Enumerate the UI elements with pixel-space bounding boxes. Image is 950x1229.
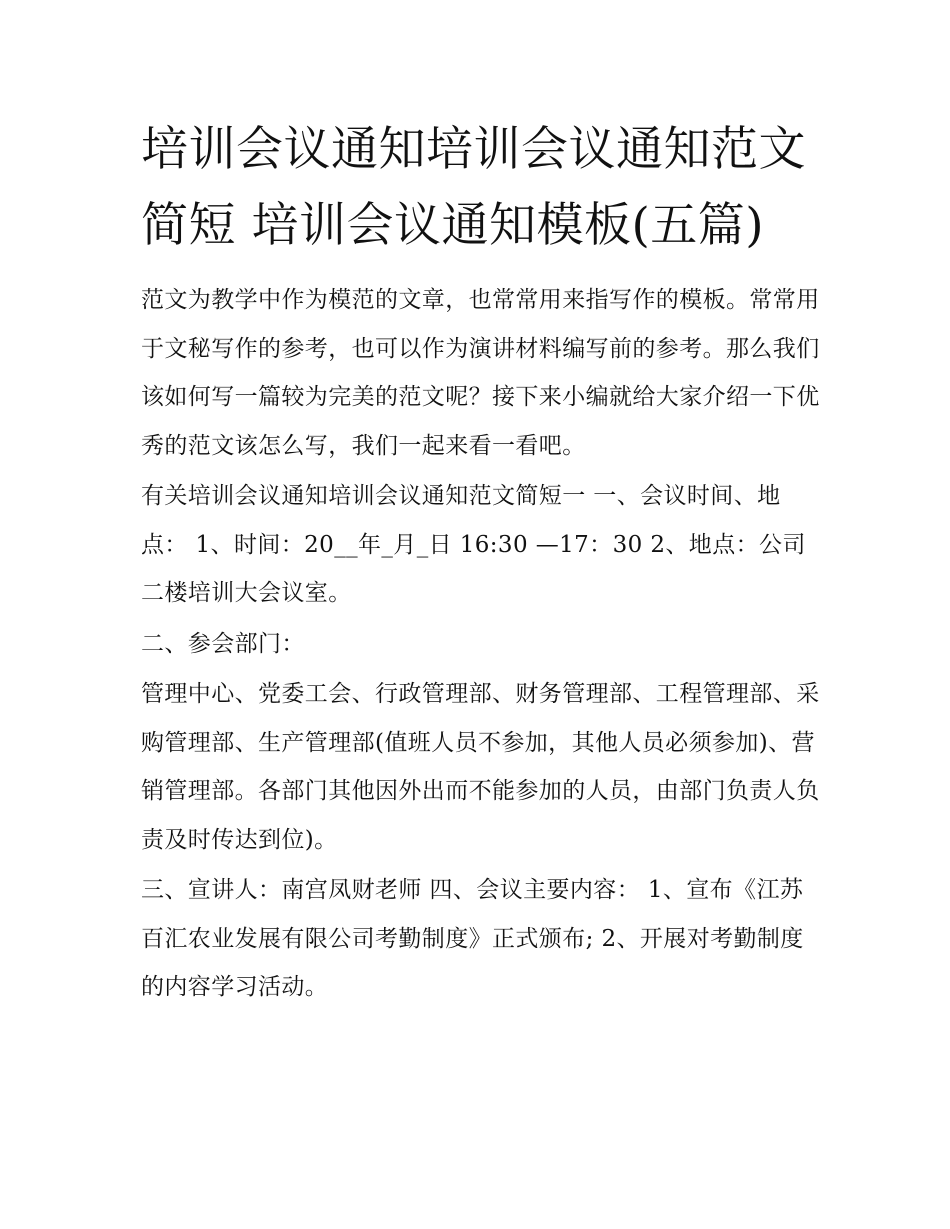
document-page: [141, 112, 821, 1014]
document-body: [141, 276, 821, 1012]
paragraph-meeting-time-place: 有关培训会议通知培训会议通知范文简短一 一、会议时间、地点： 1、时间：20__年_月_日 16:30 —17：30 2、地点：公司二楼培训大会议室。: [141, 483, 806, 606]
paragraph-departments-list: 管理中心、党委工会、行政管理部、财务管理部、工程管理部、采购管理部、生产管理部(值班人员不参加，其他人员必须参加)、营销管理部。各部门其他因外出而不能参加的人员，由部门负责人负责及时传达到位)。: [141, 681, 820, 853]
document-title: 培训会议通知培训会议通知范文简短 培训会议通知模板(五篇): [141, 122, 806, 253]
paragraph-intro: 范文为教学中作为模范的文章，也常常用来指写作的模板。常常用于文秘写作的参考，也可以作为演讲材料编写前的参考。那么我们该如何写一篇较为完美的范文呢？接下来小编就给大家介绍一下优秀的范文该怎么写，我们一起来看一看吧。: [141, 287, 820, 459]
paragraph-departments-heading: 二、参会部门：: [141, 630, 305, 657]
paragraph-speaker-content: 三、宣讲人：南宫凤财老师 四、会议主要内容： 1、宣布《江苏百汇农业发展有限公司考勤制度》正式颁布; 2、开展对考勤制度的内容学习活动。: [141, 877, 804, 1000]
